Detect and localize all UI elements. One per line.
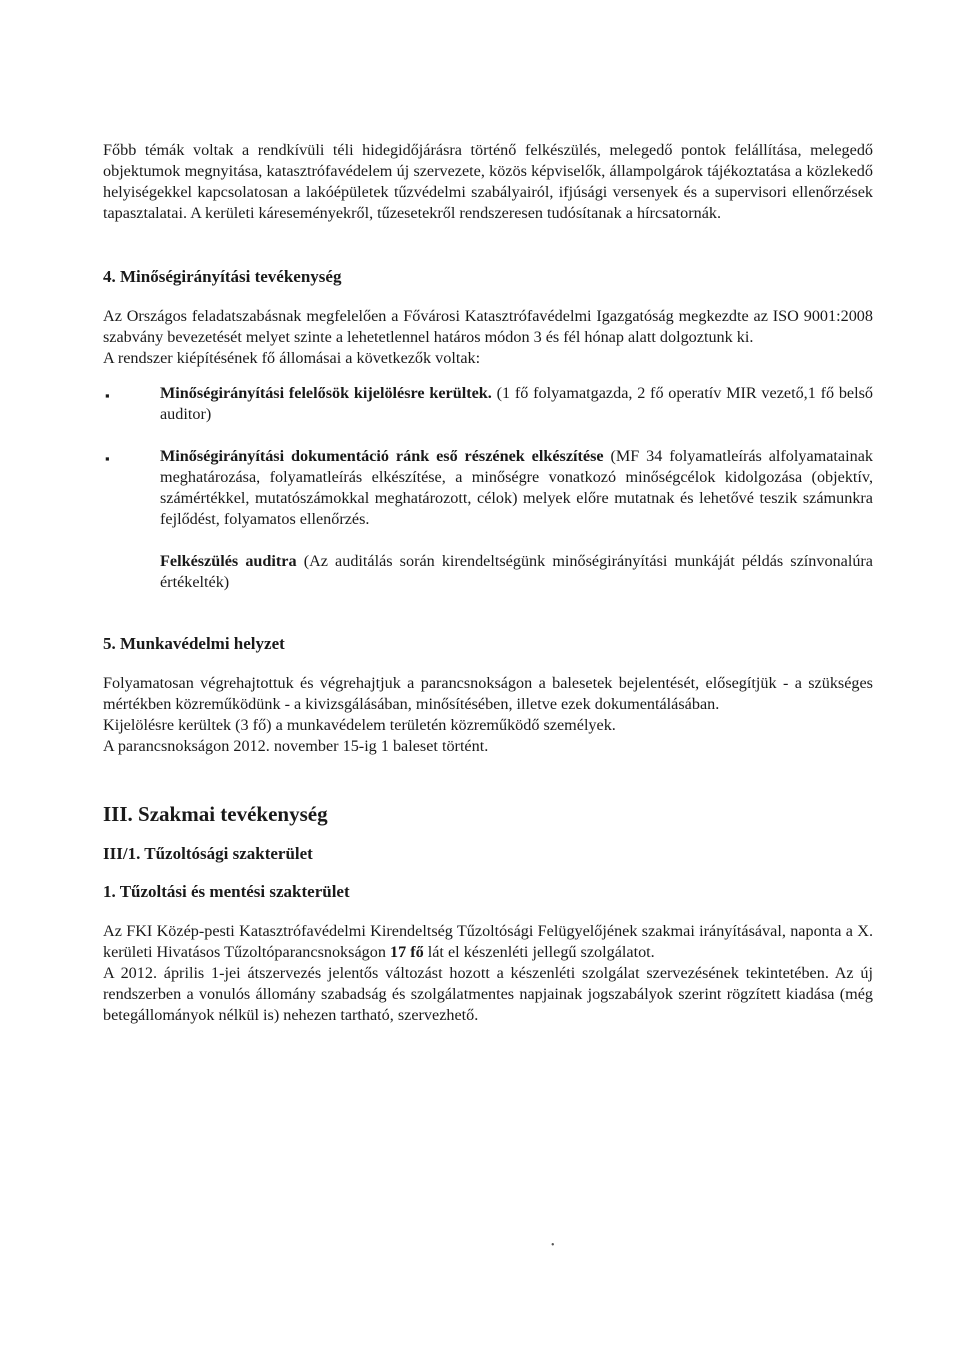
audit-paragraph (103, 551, 873, 593)
bullet-2-text: (MF 34 folyamatleírás alfolyamatainak meghatározása, folyamatleírás elkészítése, a minőségre vonatkozó minőségcélok kidolgozása (objektív, számértékkel, mutatószámokkal meghatározott, célok) melyek előre mutatnak és lehetővé teszik számunkra fejlődést, folyamatos ellenőrzés. (160, 447, 873, 528)
page-content (103, 140, 873, 1026)
section-5-heading: 5. Munkavédelmi helyzet (103, 634, 285, 653)
stray-mark: • (551, 1240, 555, 1251)
section-4-heading: 4. Minőségirányítási tevékenység (103, 267, 342, 286)
bullet-1-text: (1 fő folyamatgazda, 2 fő operatív MIR vezető,1 fő belső auditor) (160, 384, 873, 423)
intro-paragraph: Főbb témák voltak a rendkívüli téli hidegidőjárásra történő felkészülés, melegedő pontok felállítása, melegedő objektumok megnyitása, katasztrófavédelem új szervezete, közös képviselők, állampolgárok tájékoztatása a közlekedő helyiségekkel kapcsolatosan a lakóépületek tűzvédelmi szabályairól, ifjúsági versenyek és a supervisori ellenőrzések tapasztalatai. A kerületi káreseményekről, tűzesetekről rendszeresen tudósítanak a hírcsatornák. (103, 141, 873, 222)
section-4-paragraph-2: A rendszer kiépítésének fő állomásai a következők voltak: (103, 349, 481, 367)
bullet-item-1 (103, 383, 873, 425)
section-5-paragraph-3: A parancsnokságon 2012. november 15-ig 1 baleset történt. (103, 737, 489, 755)
section-iii-p1-bold: 17 fő (389, 943, 424, 961)
section-4-paragraph-1: Az Országos feladatszabásnak megfelelően a Fővárosi Katasztrófavédelmi Igazgatóság megkezdte az ISO 9001:2008 szabvány bevezetését melyet szinte a lehetetlennel határos módon 3 és fél hónap alatt dolgoztunk ki. (103, 307, 873, 346)
section-iii-1-heading: III/1. Tűzoltósági szakterület (103, 844, 313, 863)
section-iii-paragraph-1 (103, 921, 873, 963)
bullet-2-bold: Minőségirányítási dokumentáció ránk eső részének elkészítése (160, 447, 604, 465)
section-iii-1-1-heading: 1. Tűzoltási és mentési szakterület (103, 882, 350, 901)
bullet-item-2 (103, 446, 873, 530)
section-iii-p1-part2: lát el készenléti jellegű szolgálatot. (423, 943, 655, 961)
audit-bold: Felkészülés auditra (160, 552, 297, 570)
section-iii-heading: III. Szakmai tevékenység (103, 802, 328, 826)
section-iii-paragraph-2: A 2012. április 1-jei átszervezés jelentős változást hozott a készenléti szolgálat szervezésének tekintetében. Az új rendszerben a vonulós állomány szabadság és szolgálatmentes napjainak jogszabályok szerint rögzített kiadása (még betegállományok nélkül is) nehezen tartható, szervezhető. (103, 964, 873, 1024)
bullet-mark: ▪ (105, 388, 110, 403)
bullet-1-bold: Minőségirányítási felelősök kijelölésre kerültek. (160, 384, 492, 402)
audit-text: (Az auditálás során kirendeltségünk minőségirányítási munkáját példás színvonalúra értékelték) (160, 552, 873, 591)
bullet-mark: ▪ (105, 451, 110, 466)
section-iii-p1-part1: Az FKI Közép-pesti Katasztrófavédelmi Kirendeltség Tűzoltósági Felügyelőjének szakmai irányításával, naponta a X. kerületi Hivatásos Tűzoltóparancsnokságon (103, 922, 873, 961)
section-5-paragraph-1: Folyamatosan végrehajtottuk és végrehajtjuk a parancsnokságon a balesetek bejelentését, elősegítjük - a szükséges mértékben közreműködünk - a kivizsgálásában, minősítésében, illetve ezek dokumentálásában. (103, 674, 873, 713)
section-5-paragraph-2: Kijelölésre kerültek (3 fő) a munkavédelem területén közreműködő személyek. (103, 716, 616, 734)
